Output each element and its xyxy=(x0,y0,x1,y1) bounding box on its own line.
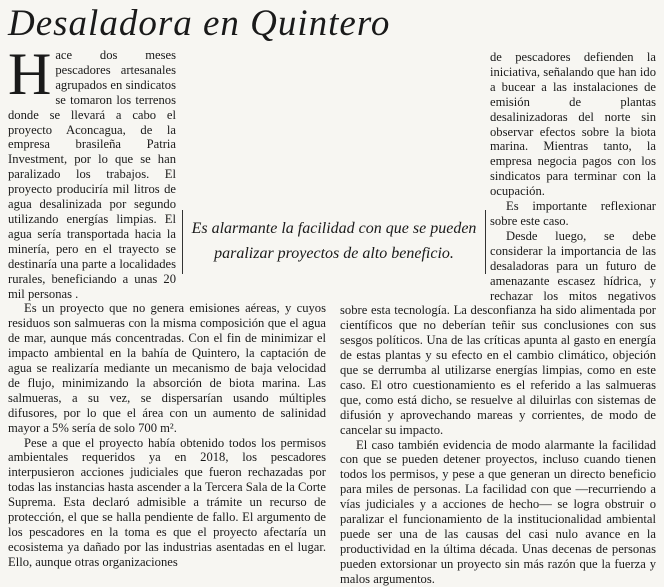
paragraph-1: Hace dos meses pescadores artesanales agrupados en sindicatos se tomaron los terrenos donde se llevará a cabo el proyecto Aconcagua, de la empresa brasileña Patria Investment, por lo que se han paralizado los trabajos. El proyecto produciría mil litros de agua desalinizada por segundo utilizando energías limpias. El agua sería transportada hacia la minería, pero en el trayecto se destinaría una parte a localidades rurales, beneficiando a unas 20 mil personas . xyxy=(8,41,176,301)
paragraph-4: de pescadores defienden la iniciativa, señalando que han ido a bucear a las instalaciones de emisión de plantas desalinizadoras del norte sin observar efectos sobre la biota marina. Mientras tanto, la empresa negocia pagos con los sindicatos para terminar con la ocupación. xyxy=(490,50,656,199)
article-title: Desaladora en Quintero xyxy=(8,3,391,44)
pull-quote-line-2: paralizar proyectos de alto beneficio. xyxy=(214,245,454,262)
pull-quote xyxy=(182,210,486,274)
paragraph-7: El caso también evidencia de modo alarmante la facilidad con que se pueden detener proyectos, incluso cuando tienen todos los permisos, y pese a que generan un directo beneficio para miles de personas. La facilidad con que —recurriendo a vías judiciales y a acciones de hecho— se logra obstruir o paralizar el funcionamiento de la institucionalidad ambiental puede ser una de las causas del casi nulo avance en la productividad en la última década. Unas decenas de personas pueden extorsionar un proyecto sin más razón que la fuerza y malos argumentos. xyxy=(340,437,656,586)
pull-quote-line-1: Es alarmante la facilidad con que se pueden xyxy=(191,220,477,237)
drop-cap: H xyxy=(8,41,52,107)
paragraph-2: Es un proyecto que no genera emisiones aéreas, y cuyos residuos son salmueras con la misma composición que el agua de mar, aunque más concentradas. Con el fin de minimizar el impacto ambiental en la bahía de Quintero, la captación de agua se realizaría mediante un mecanismo de baja velocidad de flujo, minimizando la absorción de biota marina. Las salmueras, a su vez, se dispersarían usando múltiples difusores, por lo que el área con un aumento de salinidad mayor a 5% sería de solo 700 m². xyxy=(8,301,326,435)
paragraph-6: Desde luego, se debe considerar la importancia de las desaladoras para un futuro de amenazante escasez hídrica, y rechazar los mitos negativos sobre esta tecnología. La desconfianza ha sido alimentada por científicos que no deberían teñir sus conclusiones con sus sesgos políticos. Una de las críticas apunta al gasto en energía de estas plantas y su efecto en el cambio climático, objeción que se derrumba al utilizarse energías limpias, como en este caso. El otro cuestionamiento es el referido a las salmueras que, como está dicho, se resuelve al diluirlas con sistemas de difusión y aprovechando mareas y corrientes, de modo de cancelar su impacto. xyxy=(340,228,656,437)
paragraph-3: Pese a que el proyecto había obtenido todos los permisos ambientales requeridos ya en 2018, los pescadores interpusieron acciones judiciales que fueron rechazadas por todas las instancias hasta ascender a la Tercera Sala de la Corte Suprema. Esta declaró admisible a trámite un recurso de protección, el que se halla pendiente de fallo. El argumento de los pescadores en la toma es que el proyecto afectaría un ecosistema ya dañado por las industrias asentadas en el lugar. Ello, aunque otras organizaciones xyxy=(8,435,326,569)
paragraph-5: Es importante reflexionar sobre este caso. xyxy=(490,199,656,228)
